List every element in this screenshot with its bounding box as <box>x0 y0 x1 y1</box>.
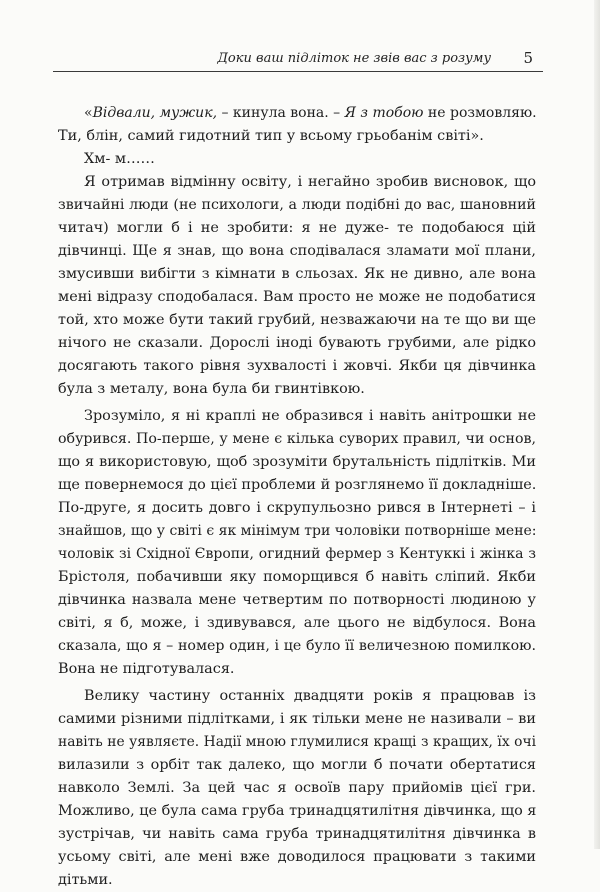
text-line: світі, я б, може, і здивувався, але цього не відбулося. Вона <box>58 615 536 631</box>
text-line: Вона не підготувалася. <box>58 661 235 677</box>
text-line: Зрозуміло, я ні краплі не образився і навіть анітрошки не <box>84 408 536 424</box>
quote-end: не розмовляю. <box>423 105 537 121</box>
body-text <box>58 102 536 892</box>
text-line: зустрічав, чи навіть сама груба тринадцятилітня дівчинка в <box>58 826 536 842</box>
text-line: По-друге, я досить довго і скрупульозно рився в Інтернеті – і <box>58 500 536 516</box>
text-line: змусивши вибігти з кімнати в сльозах. Як не дивно, але вона <box>58 266 536 282</box>
quote-italic-2: Я з тобою <box>344 105 424 121</box>
paragraph-4 <box>58 685 536 892</box>
page-edge <box>594 0 600 849</box>
text-line: Брістоля, побачивши яку поморщився б навіть сліпий. Якби <box>58 569 536 585</box>
text-line: самими різними підлітками, і як тільки мене не називали – ви <box>58 711 536 727</box>
text-line: усьому світі, але мені вже доводилося працювати з такими <box>58 849 536 865</box>
text-line: звичайні люди (не психологи, а люди подібні до вас, шановний <box>58 197 536 213</box>
text-line: дівчинці. Ще я знав, що вона сподівалася зламати мої плани, <box>58 243 536 259</box>
text-line: мені відразу сподобалася. Вам просто не може не подобатися <box>58 289 536 305</box>
text-line: дівчинка назвала мене четвертим по потворності людиною у <box>58 592 536 608</box>
running-header <box>53 49 543 72</box>
text-line: вилазили з орбіт так далеко, що могли б почати обертатися <box>58 757 536 773</box>
dialogue-line-1 <box>58 102 536 125</box>
text-line: що я використовую, щоб зрозуміти брутальність підлітків. Ми <box>58 454 536 470</box>
text-line: Можливо, це була сама груба тринадцятилітня дівчинка, що я <box>58 803 537 819</box>
quote-mid: – кинула вона. – <box>217 105 345 121</box>
text-line: Велику частину останніх двадцяти років я працював із <box>84 688 536 704</box>
text-line: навіть не уявляєте. Надії мною глумилися кращі з кращих, їх очі <box>58 734 536 750</box>
text-line: ще повернемося до цієї проблеми й розглянемо її докладніше. <box>58 477 537 493</box>
text-line: досягають такого рівня зухвалості і жовчі. Якби ця дівчинка <box>58 358 536 374</box>
paragraph-3 <box>58 405 536 681</box>
page-number: 5 <box>523 49 533 67</box>
text-line: знайшов, що у світі є як мінімум три чоловіки потворніше мене: <box>58 523 537 539</box>
text-line: обурився. По-перше, у мене є кілька суворих правил, чи основ, <box>58 431 536 447</box>
paragraph-2 <box>58 171 536 401</box>
text-line: читач) могли б і не зробити: я не дуже- те подобаюся цій <box>58 220 536 236</box>
text-line: Я отримав відмінну освіту, і негайно зробив висновок, що <box>84 174 536 190</box>
paragraph-1-line-1: Хм- м…… <box>84 151 155 167</box>
text-line: чоловік зі Східної Європи, огидний фермер з Кентуккі і жінка з <box>58 546 536 562</box>
dialogue-line-2: Ти, блін, самий гидотний тип у всьому грьобанім світі». <box>58 128 484 144</box>
text-line: дітьми. <box>58 872 113 888</box>
text-line: була з металу, вона була би гвинтівкою. <box>58 381 365 397</box>
quote-italic-1: Відвали, мужик, <box>92 105 218 121</box>
text-line: той, хто може бути такий грубий, незважаючи на те що ви ще <box>58 312 536 328</box>
quote-open: « <box>84 105 93 121</box>
text-line: сказала, що я – номер один, і це було її величезною помилкою. <box>58 638 536 654</box>
text-line: нічого не сказали. Дорослі іноді бувають грубими, але рідко <box>58 335 536 351</box>
header-title: Доки ваш підліток не звів вас з розуму <box>217 51 491 66</box>
text-line: навколо Землі. За цей час я освоїв пару прийомів цієї гри. <box>58 780 536 796</box>
